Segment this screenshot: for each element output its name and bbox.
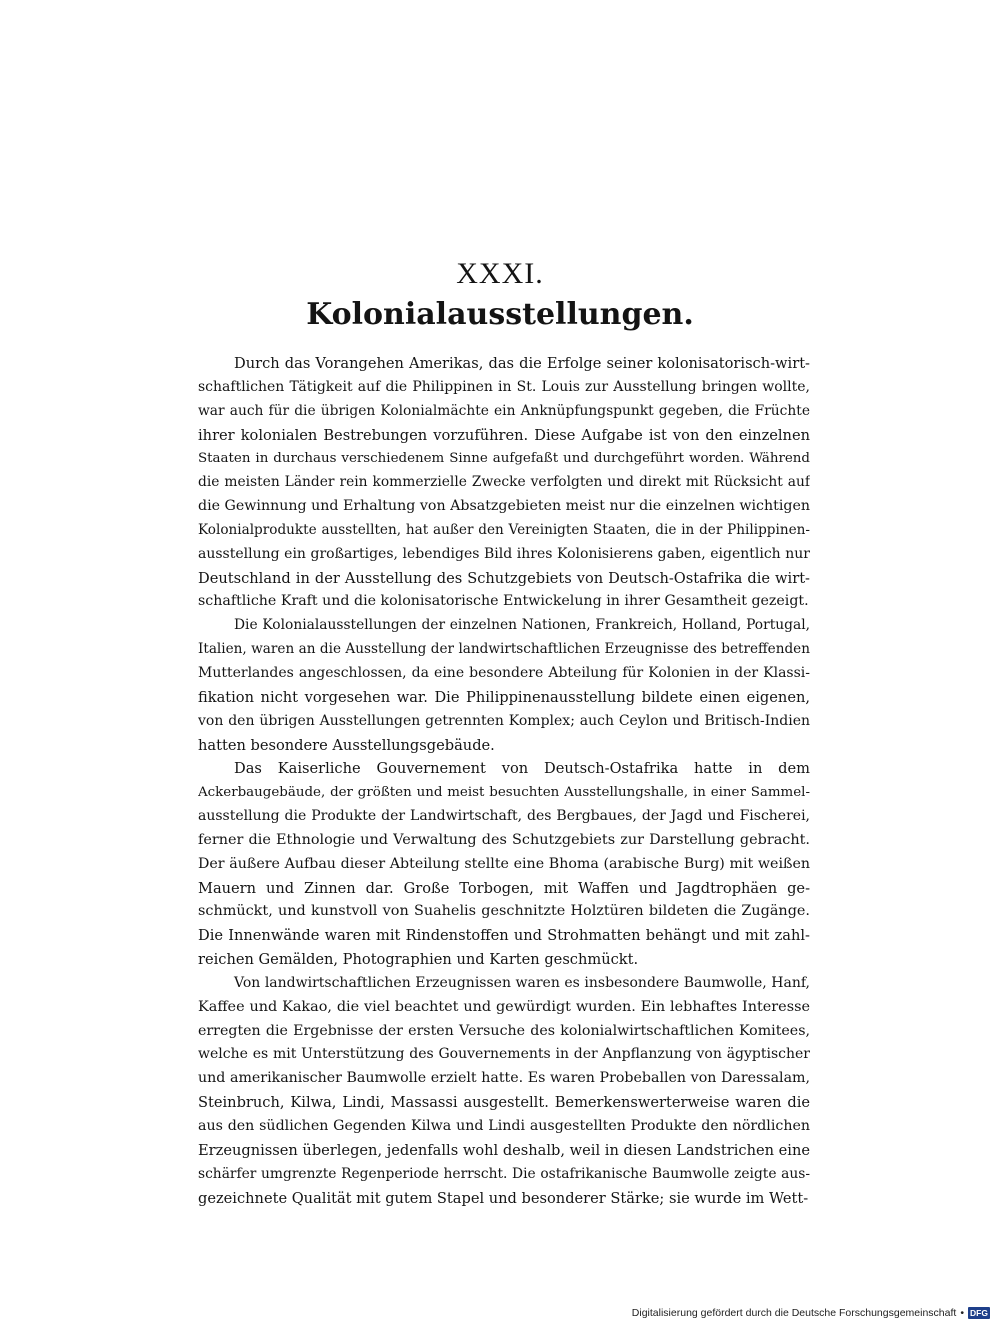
text-line: Kolonialprodukte ausstellten, hat außer den Vereinigten Staaten, die in der Philippinen- (198, 521, 810, 538)
digitization-footer (632, 1306, 990, 1320)
text-line: Italien, waren an die Ausstellung der landwirtschaftlichen Erzeugnisse des betreffenden (198, 641, 810, 658)
text-line: ausstellung die Produkte der Landwirtschaft, des Bergbaues, der Jagd und Fischerei, (198, 808, 810, 825)
text-line: fikation nicht vorgesehen war. Die Philippinenausstellung bildete einen eigenen, (198, 688, 810, 706)
text-line: Die Kolonialausstellungen der einzelnen Nationen, Frankreich, Holland, Portugal, (234, 617, 810, 634)
text-line: Staaten in durchaus verschiedenem Sinne aufgefaßt und durchgeführt worden. Während (198, 451, 810, 467)
text-line: Steinbruch, Kilwa, Lindi, Massassi ausgestellt. Bemerkenswerterweise waren die (198, 1094, 810, 1112)
text-line: Ackerbaugebäude, der größten und meist besuchten Ausstellungshalle, in einer Sammel- (198, 785, 810, 801)
text-line: Von landwirtschaftlichen Erzeugnissen waren es insbesondere Baumwolle, Hanf, (234, 974, 810, 991)
paragraph (198, 352, 810, 614)
text-line: ihrer kolonialen Bestrebungen vorzuführen. Diese Aufgabe ist von den einzelnen (198, 426, 810, 444)
text-line: reichen Gemälden, Photographien und Karten geschmückt. (198, 951, 639, 969)
text-line: gezeichnete Qualität mit gutem Stapel und besonderer Stärke; sie wurde im Wett- (198, 1189, 809, 1207)
text-line: die Gewinnung und Erhaltung von Absatzgebieten meist nur die einzelnen wichtigen (198, 498, 810, 515)
paragraph (198, 972, 810, 1210)
text-line: Erzeugnissen überlegen, jedenfalls wohl deshalb, weil in diesen Landstrichen eine (198, 1141, 810, 1159)
chapter-title: Kolonialausstellungen. (306, 297, 694, 332)
text-line: Der äußere Aufbau dieser Abteilung stellte eine Bhoma (arabische Burg) mit weißen (198, 855, 810, 872)
text-line: aus den südlichen Gegenden Kilwa und Lindi ausgestellten Produkte den nördlichen (198, 1118, 810, 1134)
text-line: war auch für die übrigen Kolonialmächte ein Anknüpfungspunkt gegeben, die Früchte (198, 402, 810, 419)
text-line: Kaffee und Kakao, die viel beachtet und gewürdigt wurden. Ein lebhaftes Interesse (198, 998, 810, 1015)
text-line: Deutschland in der Ausstellung des Schutzgebiets von Deutsch-Ostafrika die wirt- (198, 569, 810, 587)
text-line: erregten die Ergebnisse der ersten Versuche des kolonialwirtschaftlichen Komitees, (198, 1022, 810, 1039)
text-line: und amerikanischer Baumwolle erzielt hatte. Es waren Probeballen von Daressalam, (198, 1070, 810, 1087)
text-line: welche es mit Unterstützung des Gouvernements in der Anpflanzung von ägyptischer (198, 1046, 810, 1063)
text-line: Das Kaiserliche Gouvernement von Deutsch-Ostafrika hatte in dem (234, 760, 810, 778)
text-line: hatten besondere Ausstellungsgebäude. (198, 736, 495, 754)
text-line: die meisten Länder rein kommerzielle Zwecke verfolgten und direkt mit Rücksicht auf (198, 474, 810, 491)
text-line: schaftliche Kraft und die kolonisatorische Entwickelung in ihrer Gesamtheit gezeigt. (198, 593, 809, 610)
dfg-logo: DFG (968, 1307, 990, 1319)
text-line: Mutterlandes angeschlossen, da eine besondere Abteilung für Kolonien in der Klassi- (198, 664, 810, 681)
footer-separator: • (960, 1307, 964, 1319)
chapter-number: XXXI. (456, 257, 544, 290)
text-line: Mauern und Zinnen dar. Große Torbogen, mit Waffen und Jagdtrophäen ge- (198, 879, 810, 897)
text-line: von den übrigen Ausstellungen getrennten Komplex; auch Ceylon und Britisch-Indien (198, 712, 810, 729)
text-line: Durch das Vorangehen Amerikas, das die Erfolge seiner kolonisatorisch-wirt- (234, 355, 810, 372)
text-line: schaftlichen Tätigkeit auf die Philippinen in St. Louis zur Ausstellung bringen wollte, (198, 378, 810, 395)
footer-credit-text: Digitalisierung gefördert durch die Deutsche Forschungsgemeinschaft (631, 1307, 957, 1319)
paragraph (198, 757, 810, 972)
paragraph (198, 614, 810, 757)
body-text (198, 352, 810, 1210)
text-line: Die Innenwände waren mit Rindenstoffen und Strohmatten behängt und mit zahl- (198, 927, 810, 945)
text-line: ausstellung ein großartiges, lebendiges Bild ihres Kolonisierens gaben, eigentlich nur (198, 545, 810, 562)
text-line: schmückt, und kunstvoll von Suahelis geschnitzte Holztüren bildeten die Zugänge. (198, 903, 810, 920)
text-line: ferner die Ethnologie und Verwaltung des Schutzgebiets zur Darstellung gebracht. (198, 831, 810, 848)
text-line: schärfer umgrenzte Regenperiode herrscht. Die ostafrikanische Baumwolle zeigte aus- (198, 1165, 810, 1182)
